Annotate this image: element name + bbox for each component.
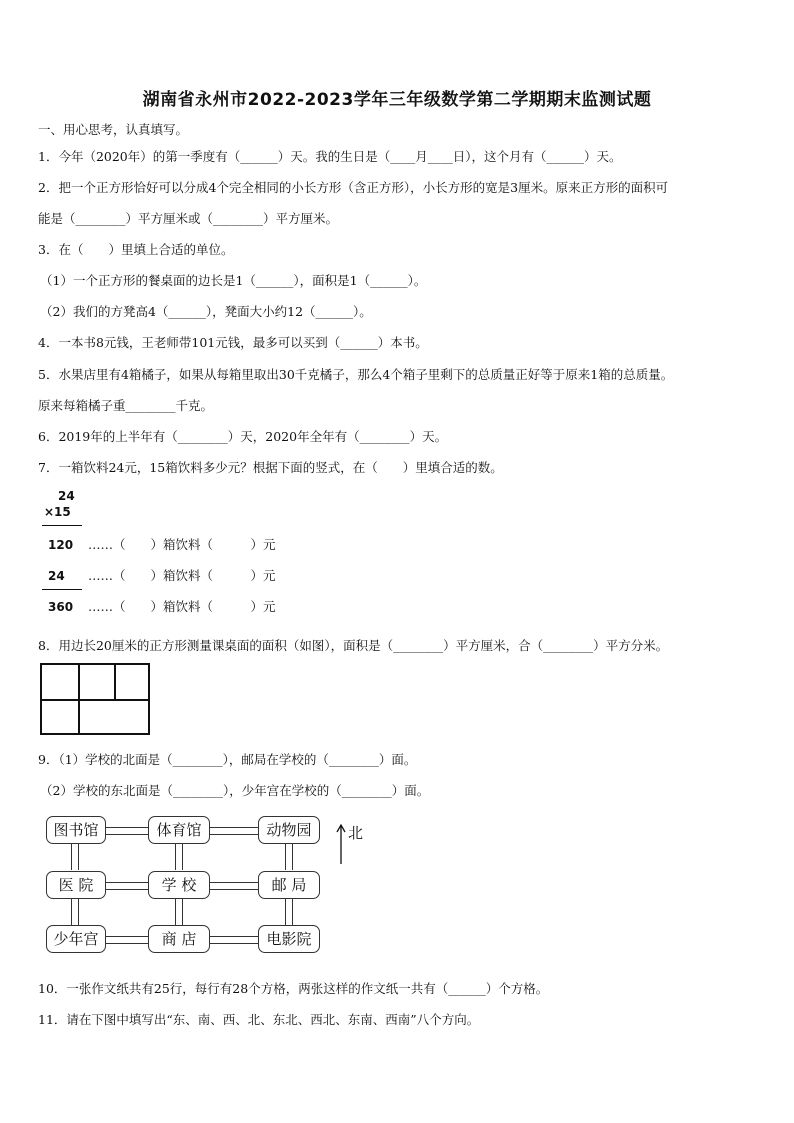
calc-row-number: 120 [48, 538, 74, 552]
road [210, 882, 258, 890]
calc-row-text: ……（ ）箱饮料（ ）元 [88, 537, 276, 552]
place-library: 图书馆 [46, 816, 106, 844]
question-2-line-1: 2．把一个正方形恰好可以分成4个完全相同的小长方形（含正方形），小长方形的宽是3厘米。原来正方形的面积可 [38, 180, 669, 195]
place-gym: 体育馆 [148, 816, 210, 844]
road [71, 899, 79, 925]
grid-line [78, 699, 80, 733]
calc-row [48, 597, 276, 615]
question-1: 1．今年（2020年）的第一季度有（______）天。我的生日是（____月____日），这个月有（______）天。 [38, 149, 622, 164]
question-6: 6．2019年的上半年有（________）天，2020年全年有（________）天。 [38, 429, 448, 444]
place-cinema: 电影院 [258, 925, 320, 953]
page-title: 湖南省永州市2022-2023学年三年级数学第二学期期末监测试题 [142, 90, 652, 110]
calc-row [48, 535, 276, 553]
calc-row-number: 360 [48, 600, 74, 614]
question-3-part-2: （2）我们的方凳高4（______），凳面大小约12（______）。 [40, 304, 372, 319]
road [210, 827, 258, 835]
grid-line [114, 665, 116, 699]
question-2-line-2: 能是（________）平方厘米或（________）平方厘米。 [38, 211, 339, 226]
road [285, 899, 293, 925]
north-arrow-icon [335, 822, 347, 866]
grid-line [78, 665, 80, 699]
desk-grid-figure [40, 663, 150, 735]
road [106, 882, 148, 890]
north-label: 北 [348, 824, 364, 842]
question-4: 4．一本书8元钱，王老师带101元钱，最多可以买到（______）本书。 [38, 335, 428, 350]
road [106, 827, 148, 835]
question-5-line-2: 原来每箱橘子重________千克。 [38, 398, 214, 413]
calc-row [48, 566, 276, 584]
question-10: 10．一张作文纸共有25行，每行有28个方格，两张这样的作文纸一共有（______）个方格。 [38, 981, 549, 996]
place-post-office: 邮 局 [258, 871, 320, 899]
place-zoo: 动物园 [258, 816, 320, 844]
calc-row-number: 24 [48, 569, 65, 583]
calc-divider [42, 589, 82, 590]
road [175, 844, 183, 870]
place-shop: 商 店 [148, 925, 210, 953]
question-3: 3．在（ ）里填上合适的单位。 [38, 242, 234, 257]
question-9-part-1: 9．（1）学校的北面是（________），邮局在学校的（________）面。 [38, 752, 417, 767]
calc-divider [42, 525, 82, 526]
calc-row-text: ……（ ）箱饮料（ ）元 [88, 568, 276, 583]
calc-row-text: ……（ ）箱饮料（ ）元 [88, 599, 276, 614]
place-youth-palace: 少年宫 [46, 925, 106, 953]
grid-line [42, 699, 148, 701]
question-5-line-1: 5．水果店里有4箱橘子，如果从每箱里取出30千克橘子，那么4个箱子里剩下的总质量正好等于原来1箱的总质量。 [38, 367, 674, 382]
road [106, 936, 148, 944]
question-9-part-2: （2）学校的东北面是（________），少年宫在学校的（________）面。 [40, 783, 430, 798]
question-7: 7．一箱饮料24元，15箱饮料多少元？根据下面的竖式，在（ ）里填合适的数。 [38, 460, 503, 475]
north-indicator [335, 822, 365, 866]
calc-multiplier: ×15 [44, 505, 71, 519]
question-8: 8．用边长20厘米的正方形测量课桌面的面积（如图），面积是（________）平方厘米，合（________）平方分米。 [38, 638, 669, 653]
road [210, 936, 258, 944]
question-3-part-1: （1）一个正方形的餐桌面的边长是1（______），面积是1（______）。 [40, 273, 427, 288]
road [285, 844, 293, 870]
calc-top-number: 24 [58, 489, 75, 503]
section-heading: 一、用心思考，认真填写。 [38, 122, 189, 137]
road [175, 899, 183, 925]
place-hospital: 医 院 [46, 871, 106, 899]
place-school: 学 校 [148, 871, 210, 899]
location-map [40, 810, 380, 960]
question-11: 11．请在下图中填写出“东、南、西、北、东北、西北、东南、西南”八个方向。 [38, 1012, 480, 1027]
road [71, 844, 79, 870]
